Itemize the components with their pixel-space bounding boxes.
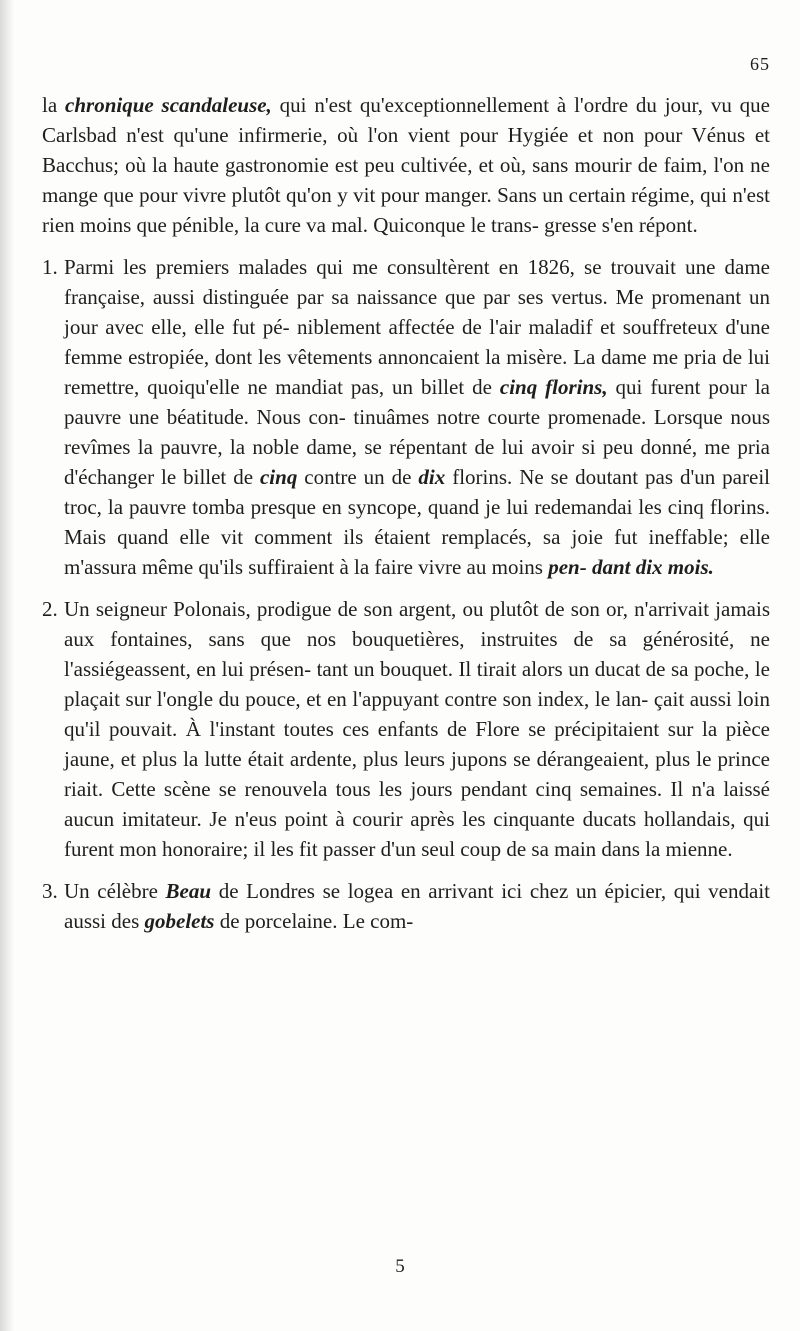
item-3-text-2: de Londres se logea en arrivant ici chez un épicier, qui vendait aussi des [64, 879, 770, 933]
item-3-emphasis-2: gobelets [144, 909, 215, 933]
item-1-emphasis-1: cinq florins, [499, 375, 608, 399]
binding-shadow [0, 0, 14, 1331]
item-1-text-1: Parmi les premiers malades qui me consultèrent en 1826, se trouvait une dame française, aussi distinguée par sa naissance que par ses vertus. Me promenant un jour avec elle, elle fut pé- niblement affectée de l'air maladif et souffreteux d'une femme estropiée, dont les vêtements annoncaient la misère. La dame me pria de lui remettre, quoiqu'elle ne mandiat pas, un billet de [64, 255, 770, 399]
intro-text-2: qui n'est qu'exceptionnellement à l'ordre du jour, vu que Carlsbad n'est qu'une infirmerie, où l'on vient pour Hygiée et non pour Vénus et Bacchus; où la haute gastronomie est peu cultivée, et où, sans mourir de faim, l'on ne mange que pour vivre plutôt qu'on y vit pour manger. Sans un certain régime, qui n'est rien moins que pénible, la cure va mal. Quiconque le trans- gresse s'en répont. [42, 93, 770, 237]
item-3-emphasis-1: Beau [165, 879, 212, 903]
intro-emphasis-1: chronique scandaleuse, [65, 93, 272, 117]
item-3-text-3: de porcelaine. Le com- [214, 909, 414, 933]
item-2-number: 2. [42, 597, 58, 621]
item-3-paragraph [42, 876, 770, 936]
item-1-emphasis-4: pen- dant dix mois. [548, 555, 714, 579]
item-1-emphasis-3: dix [418, 465, 446, 489]
item-1-text-4: florins. Ne se doutant pas d'un pareil troc, la pauvre tomba presque en syncope, quand je lui redemandai les cinq florins. Mais quand elle vit comment ils étaient remplacés, sa joie fut ineffable; elle m'assura même qu'ils suffiraient à la faire vivre au moins [64, 465, 770, 579]
body-text [42, 90, 770, 948]
item-2-paragraph [42, 594, 770, 864]
item-1-text-3: contre un de [297, 465, 419, 489]
item-1-paragraph [42, 252, 770, 582]
page-number: 65 [750, 54, 770, 74]
intro-paragraph [42, 90, 770, 240]
item-1-emphasis-2: cinq [259, 465, 298, 489]
item-1-number: 1. [42, 255, 58, 279]
item-3-text-1: Un célèbre [64, 879, 166, 903]
signature-mark: 5 [395, 1256, 405, 1277]
item-1-text-2: qui furent pour la pauvre une béatitude. Nous con- tinuâmes notre courte promenade. Lorsque nous revîmes la pauvre, la noble dame, se répentant de lui avoir si peu donné, me pria d'échanger le billet de [64, 375, 770, 489]
intro-text-1: la [42, 93, 66, 117]
item-3-number: 3. [42, 879, 58, 903]
item-2-text: Un seigneur Polonais, prodigue de son argent, ou plutôt de son or, n'arrivait jamais aux fontaines, sans que nos bouquetières, instruites de sa générosité, ne l'assiégeassent, en lui présen- tant un bouquet. Il tirait alors un ducat de sa poche, le plaçait sur l'ongle du pouce, et en l'appuyant contre son index, le lan- çait aussi loin qu'il pouvait. À l'instant toutes ces enfants de Flore se précipitaient sur la pièce jaune, et plus la lutte était ardente, plus leurs jupons se dérangeaient, plus le prince riait. Cette scène se renouvela tous les jours pendant cinq semaines. Il n'a laissé aucun imitateur. Je n'eus point à courir après les cinquante ducats hollandais, qui furent mon honoraire; il les fit passer d'un seul coup de sa main dans la mienne. [64, 597, 770, 861]
